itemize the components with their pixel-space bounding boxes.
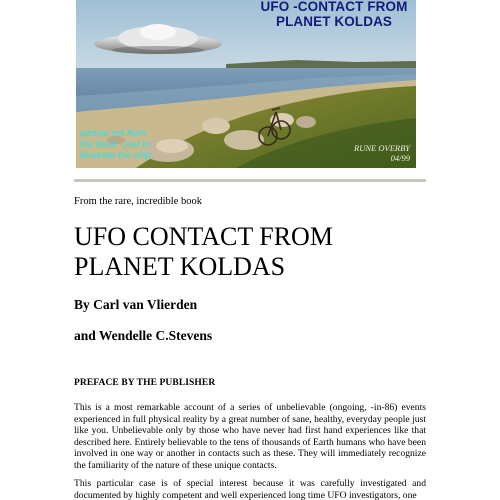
- header-illustration: [76, 0, 416, 168]
- body-paragraph: This particular case is of special interest because it was carefully investigated and documented by highly competent and well experienced long time UFO investigators, one: [74, 478, 426, 500]
- author-line: and Wendelle C.Stevens: [74, 328, 213, 343]
- title-line: PLANET KOLDAS: [74, 252, 286, 281]
- banner-caption: [80, 128, 190, 161]
- stamp-line: 04/99: [390, 152, 410, 163]
- caption-line: illustrate the ship: [80, 150, 152, 161]
- document-title: [74, 222, 426, 282]
- banner-title-line: PLANET KOLDAS: [275, 13, 393, 29]
- photo-credit-stamp: [342, 144, 410, 163]
- stamp-line: RUNE OVERBY: [354, 143, 410, 153]
- divider-rule: [74, 179, 426, 182]
- caption-line: picture not from: [80, 128, 146, 139]
- preface-heading: PREFACE BY THE PUBLISHER: [74, 378, 216, 388]
- title-line: UFO CONTACT FROM: [74, 222, 333, 251]
- caption-line: the book - just to: [80, 139, 151, 150]
- intro-line: From the rare, incredible book: [74, 196, 202, 207]
- banner-title-line: UFO -CONTACT FROM: [260, 0, 408, 14]
- author-line: By Carl van Vlierden: [74, 297, 198, 312]
- body-paragraph: This is a most remarkable account of a series of unbelievable (ongoing, -in-86) events experienced in full physical reality by a great number of sane, healthy, everyday people just like you. Unbelievable only by those who have never had first hand experiences like that described here. Entirely believable to the tens of thousands of Earth humans who have been involved in one way or another in contacts such as these. They will immediately recognize the familiarity of the nature of these unique contacts.: [74, 402, 426, 471]
- banner-title: [254, 0, 414, 29]
